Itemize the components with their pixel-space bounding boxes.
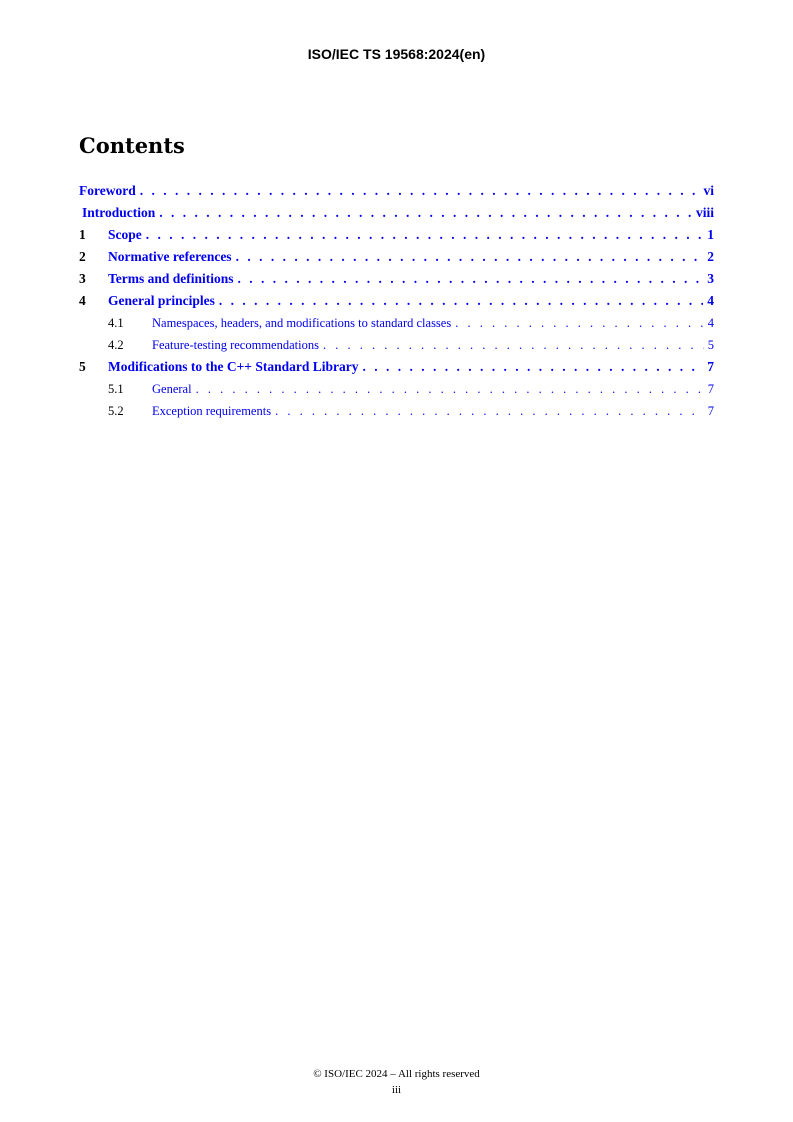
toc-entry-number: 4.2	[108, 338, 124, 352]
toc-entry-number: 4.1	[108, 316, 124, 330]
toc-leader-dots	[146, 224, 704, 246]
toc-leader-dots	[140, 180, 700, 202]
toc-entry-number: 3	[79, 271, 86, 286]
document-header: ISO/IEC TS 19568:2024(en)	[307, 46, 486, 62]
toc-leader-dots	[323, 334, 704, 356]
toc-entry-number: 5	[79, 359, 86, 374]
toc-leader-dots	[455, 312, 704, 334]
toc-entry-feature-testing[interactable]	[79, 334, 714, 356]
toc-entry-page[interactable]: 7	[707, 382, 714, 396]
toc-leader-dots	[238, 268, 704, 290]
toc-leader-dots	[363, 356, 704, 378]
toc-entry-number: 2	[79, 249, 86, 264]
toc-entry-title[interactable]: Namespaces, headers, and modifications to standard classes	[152, 316, 452, 330]
contents-heading: Contents	[79, 133, 185, 158]
toc-entry-title[interactable]: Terms and definitions	[108, 271, 234, 286]
page-number: iii	[391, 1084, 402, 1096]
toc-entry-title[interactable]: Foreword	[79, 183, 136, 198]
copyright-notice: © ISO/IEC 2024 – All rights reserved	[313, 1068, 480, 1080]
toc-entry-page[interactable]: 4	[707, 316, 714, 330]
toc-entry-terms-and-definitions[interactable]	[79, 268, 714, 290]
toc-entry-title[interactable]: General principles	[108, 293, 215, 308]
toc-entry-page[interactable]: 7	[707, 404, 714, 418]
toc-entry-exception-requirements[interactable]	[79, 400, 714, 422]
toc-entry-page[interactable]: viii	[695, 205, 714, 220]
page-footer	[0, 1066, 793, 1098]
toc-entry-normative-references[interactable]	[79, 246, 714, 268]
toc-entry-introduction[interactable]	[79, 202, 714, 224]
toc-entry-title[interactable]: Introduction	[82, 205, 156, 220]
toc-leader-dots	[219, 290, 703, 312]
toc-entry-foreword[interactable]	[79, 180, 714, 202]
toc-entry-title[interactable]: Normative references	[108, 249, 232, 264]
toc-leader-dots	[236, 246, 704, 268]
toc-leader-dots	[275, 400, 704, 422]
toc-entry-number: 5.2	[108, 404, 124, 418]
toc-entry-page[interactable]: 5	[707, 338, 714, 352]
toc-entry-number: 4	[79, 293, 86, 308]
toc-entry-title[interactable]: Modifications to the C++ Standard Library	[108, 359, 359, 374]
toc-entry-title[interactable]: Exception requirements	[152, 404, 272, 418]
toc-entry-title[interactable]: Feature-testing recommendations	[152, 338, 319, 352]
toc-entry-general[interactable]	[79, 378, 714, 400]
toc-leader-dots	[159, 202, 692, 224]
toc-entry-page[interactable]: 2	[707, 249, 714, 264]
toc-entry-scope[interactable]	[79, 224, 714, 246]
toc-entry-page[interactable]: 1	[707, 227, 714, 242]
toc-entry-number: 5.1	[108, 382, 124, 396]
toc-entry-page[interactable]: 7	[707, 359, 714, 374]
toc-entry-page[interactable]: 4	[707, 293, 714, 308]
toc-entry-title[interactable]: Scope	[108, 227, 142, 242]
toc-entry-modifications[interactable]	[79, 356, 714, 378]
toc-entry-page[interactable]: vi	[703, 183, 714, 198]
toc-entry-title[interactable]: General	[152, 382, 192, 396]
toc-entry-namespaces-headers[interactable]	[79, 312, 714, 334]
table-of-contents	[79, 180, 714, 422]
toc-entry-page[interactable]: 3	[707, 271, 714, 286]
toc-entry-number: 1	[79, 227, 86, 242]
toc-leader-dots	[196, 378, 704, 400]
toc-entry-general-principles[interactable]	[79, 290, 714, 312]
